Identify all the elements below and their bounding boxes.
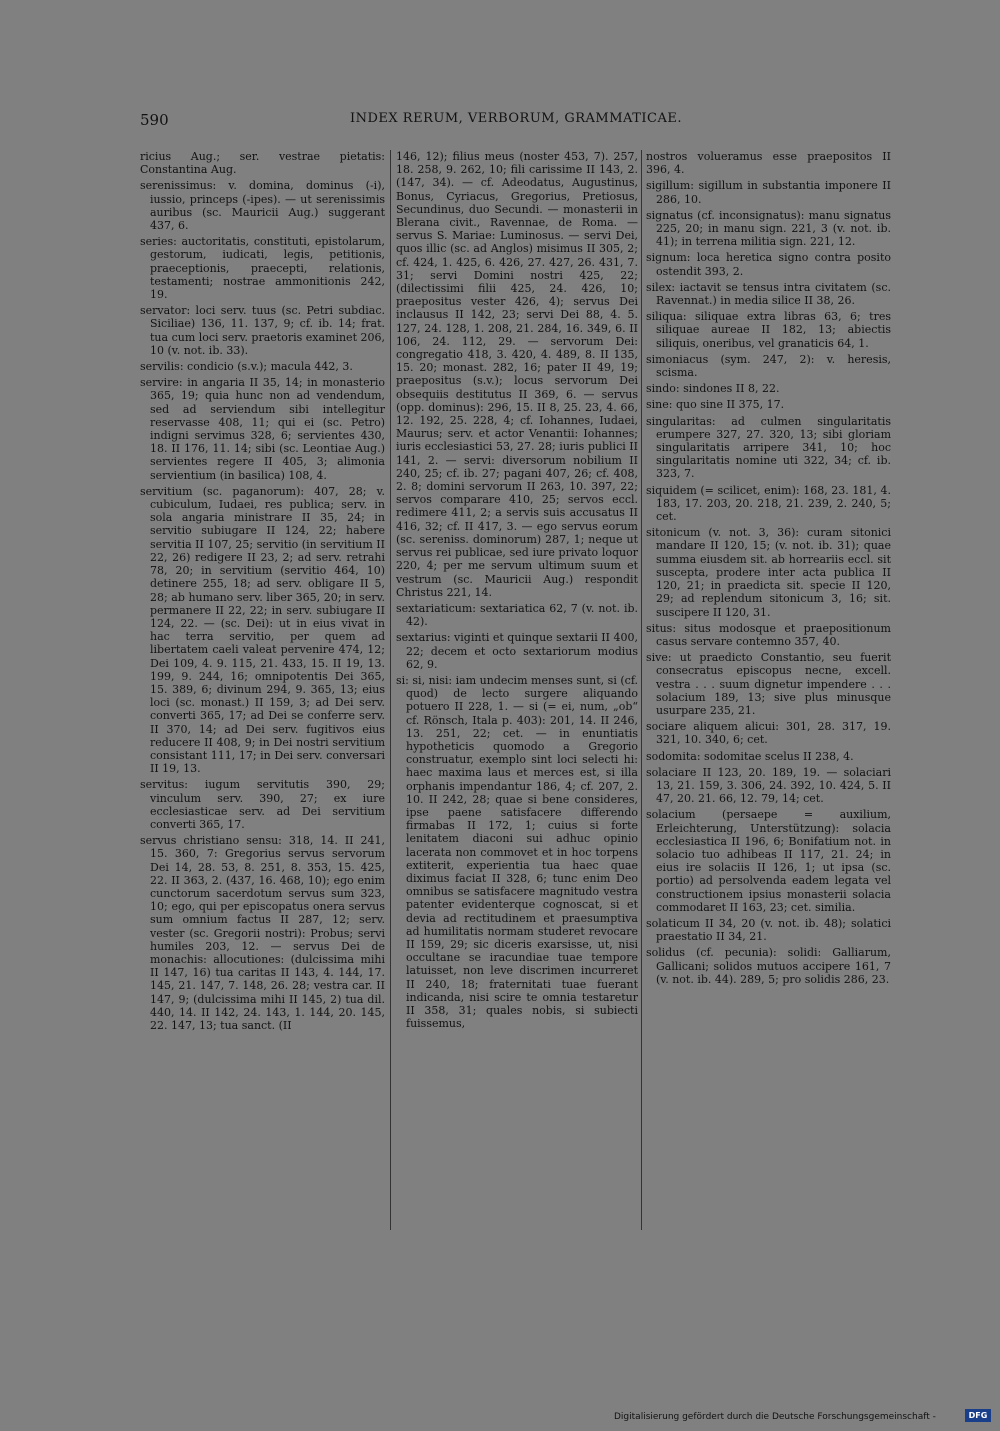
index-entry: sextarius: viginti et quinque sextarii II 400, 22; decem et octo sextariorum modius 62, 9.	[396, 631, 638, 671]
index-entry: 146, 12); filius meus (noster 453, 7). 257, 18. 258, 9. 262, 10; fili carissime II 143, 2. (147, 34). — cf. Adeodatus, Augustinus, Bonus, Cyriacus, Gregorius, Pretiosus, Secundinus, duo Secundi. — monasterii in Blerana civit., Ravennae, de Roma. — servus S. Mariae: Luminosus. — servi Dei, quos illic (sc. ad Anglos) misimus II 305, 2; cf. 424, 1. 425, 6. 426, 27. 427, 26. 431, 7. 31; servi Domini nostri 425, 22; (dilectissimi filii 425, 24. 426, 10; praepositus vester 426, 4); servus Dei inclausus II 142, 23; servi Dei 88, 4. 5. 127, 24. 128, 1. 208, 21. 284, 16. 349, 6. II 106, 24. 112, 29. — servorum Dei: congregatio 418, 3. 420, 4. 489, 8. II 135, 15. 20; monast. 282, 16; pater II 49, 19; praepositus (s.v.); locus servorum Dei obsequiis destitutus II 369, 6. — servus (opp. dominus): 296, 15. II 8, 25. 23, 4. 66, 12. 192, 25. 228, 4; cf. Iohannes, Iudaei, Maurus; serv. et actor Venantii: Iohannes; iuris ecclesiastici 53, 27. 28; iuris publici II 141, 2. — servi: diversorum nobilium II 240, 25; cf. ib. 27; pagani 407, 26; cf. 408, 2. 8; domini servorum II 263, 10. 397, 22; servos comparare 410, 25; servos eccl. redimere 411, 2; a servis suis accusatus II 416, 32; cf. II 417, 3. — ego servus eorum (sc. sereniss. dominorum) 287, 1; neque ut servus rei publicae, sed iure privato loquor 220, 4; per me servum ultimum suum et vestrum (sc. Mauricii Aug.) respondit Christus 221, 14.	[396, 150, 638, 599]
index-column-2	[396, 150, 638, 1033]
column-rule	[641, 150, 642, 1230]
index-entry: silex: iactavit se tensus intra civitatem (sc. Ravennat.) in media silice II 38, 26.	[646, 280, 891, 308]
index-entry: series: auctoritatis, constituti, epistolarum, gestorum, iudicati, legis, petitionis, praeceptionis, praecepti, relationis, testamenti; nostrae ammonitionis 242, 19.	[140, 235, 385, 302]
index-entry: sociare aliquem alicui: 301, 28. 317, 19. 321, 10. 340, 6; cet.	[646, 720, 891, 747]
index-entry: sine: quo sine II 375, 17.	[646, 398, 785, 412]
dfg-logo: DFG	[965, 1409, 991, 1422]
index-column-3	[646, 150, 891, 989]
index-entry: sigillum: sigillum in substantia imponere II 286, 10.	[646, 179, 891, 206]
index-entry: serenissimus: v. domina, dominus (-i), iussio, princeps (-ipes). — ut serenissimis auribus (sc. Mauricii Aug.) suggerant 437, 6.	[140, 179, 385, 233]
index-entry: solidus (cf. pecunia): solidi: Galliarum, Gallicani; solidos mutuos accipere 161, 7 (v. not. ib. 44). 289, 5; pro solidis 286, 23.	[646, 946, 891, 986]
index-entry: servire: in angaria II 35, 14; in monasterio 365, 19; quia hunc non ad vendendum, sed ad serviendum sibi intellegitur reservasse 408, 11; qui ei (sc. Petro) indigni servimus 328, 6; servientes 430, 18. II 176, 11. 14; sibi (sc. Leontiae Aug.) servientes regere II 405, 3; alimonia servientium (in basilica) 108, 4.	[140, 376, 385, 482]
index-entry: signum: loca heretica signo contra posito ostendit 393, 2.	[646, 251, 891, 278]
index-entry: simoniacus (sym. 247, 2): v. heresis, scisma.	[646, 352, 891, 380]
column-rule	[390, 150, 391, 1230]
page-header	[140, 111, 700, 131]
index-entry: servitus: iugum servitutis 390, 29; vinculum serv. 390, 27; ex iure ecclesiasticae serv. ad Dei servitium converti 365, 17.	[140, 778, 385, 831]
index-entry: siquidem (= scilicet, enim): 168, 23. 181, 4. 183, 17. 203, 20. 218, 21. 239, 2. 240, 5; cet.	[646, 483, 891, 524]
index-entry: solaticum II 34, 20 (v. not. ib. 48); solatici praestatio II 34, 21.	[646, 916, 891, 944]
footer-credit: Digitalisierung gefördert durch die Deutsche Forschungsgemeinschaft -	[614, 1412, 936, 1422]
index-entry: si: si, nisi: iam undecim menses sunt, si (cf. quod) de lecto surgere aliquando potuero II 228, 1. — si (= ei, num, „ob“ cf. Rönsch, Itala p. 403): 201, 14. II 246, 13. 251, 22; cet. — in enuntiatis hypotheticis quomodo a Gregorio construatur, exemplo sint loci selecti hi: haec maxima laus et merces est, si illa orphanis impendantur 186, 4; cf. 207, 2. 10. II 242, 28; quae si bene consideres, ipse paene satisfacere differendo firmabas II 172, 1; cuius si forte lenitatem diaconi sui adhuc opinio lacerata non commovet et in hoc torpens extiterit, experientia tua haec quae diximus faciat II 328, 6; tunc enim Deo omnibus se satisfacere magnitudo vestra patenter evidenterque cognoscat, si et devia ad rectitudinem et praesumptiva ad humilitatis normam studeret revocare II 159, 29; sic diceris exarsisse, ut, nisi occultane se iracundiae tuae tempore latuisset, non leve discrimen incurreret II 240, 18; fraternitati tuae fuerant indicanda, nisi scire te omnia testaretur II 358, 31; quales nobis, si subiecti fuissemus,	[396, 673, 638, 1031]
index-entry: sive: ut praedicto Constantio, seu fuerit consecratus episcopus necne, excell. vestra . . . suum dignetur impendere . . . solacium 189, 13; sive plus minusque usurpare 235, 21.	[646, 651, 891, 717]
index-entry: ricius Aug.; ser. vestrae pietatis: Constantina Aug.	[140, 150, 385, 177]
index-entry: solacium (persaepe = auxilium, Erleichterung, Unterstützung): solacia ecclesiastica II 196, 6; Bonifatium not. in solacio tuo adhibeas II 117, 21. 24; in eius ire solaciis II 126, 1; ut ipsa (sc. portio) ad persolvenda eadem legata vel constructionem ipsius monasterii solacia commodaret II 163, 23; cet. similia.	[646, 808, 891, 914]
index-entry: sindo: sindones II 8, 22.	[646, 382, 780, 396]
index-entry: singularitas: ad culmen singularitatis erumpere 327, 27. 320, 13; sibi gloriam singularitatis arripere 341, 10; hoc singularitatis nomine uti 322, 34; cf. ib. 323, 7.	[646, 414, 891, 481]
index-entry: servitium (sc. paganorum): 407, 28; v. cubiculum, Iudaei, res publica; serv. in sola angaria ministrare II 35, 24; in servitio subiugare II 124, 22; habere servitia II 107, 25; servitio (in servitium II 22, 26) redigere II 23, 2; ad serv. retrahi 78, 20; in servitium (servitio 464, 10) detinere 255, 18; ad serv. obligare II 5, 28; ab humano serv. liber 365, 20; in serv. permanere II 22, 22; in serv. subiugare II 124, 22. — (sc. Dei): ut in eius vivat in hac terra servitio, per quem ad libertatem caeli valeat pervenire 474, 12; Dei 109, 4. 9. 115, 21. 433, 15. II 19, 13. 199, 9. 244, 16; omnipotentis Dei 365, 15. 389, 6; divinum 294, 9. 365, 13; eius loci (sc. monast.) II 159, 3; ad Dei serv. converti 365, 17; ad Dei se conferre serv. II 370, 14; ad Dei serv. fugitivos eius reducere II 408, 9; in Dei nostri servitium consistant 111, 17; in Dei serv. conversari II 19, 13.	[140, 484, 385, 776]
index-entry: servus christiano sensu: 318, 14. II 241, 15. 360, 7: Gregorius servus servorum Dei 14, 28. 53, 8. 251, 8. 353, 15. 425, 22. II 363, 2. (437, 16. 468, 10); ego enim cunctorum sacerdotum servus sum 323, 10; ego, qui per episcopatus onera servus sum omnium factus II 287, 12; serv. vester (sc. Gregorii nostri): Probus; servi humiles 203, 12. — servus Dei de monachis: allocutiones: (dulcissima mihi II 147, 16) tua caritas II 143, 4. 144, 17. 145, 21. 147, 7. 148, 26. 28; vestra car. II 147, 9; (dulcissima mihi II 145, 2) tua dil. 440, 14. II 142, 24. 143, 1. 144, 20. 145, 22. 147, 13; tua sanct. (II	[140, 834, 385, 1032]
index-entry: sitonicum (v. not. 3, 36): curam sitonici mandare II 120, 15; (v. not. ib. 31); quae summa eiusdem sit. ab horreariis eccl. sit suscepta, prodere inter acta publica II 120, 21; in praedicta sit. specie II 120, 29; ad replendum sitonicum 3, 16; sit. suscipere II 120, 31.	[646, 526, 891, 619]
index-entry: servator: loci serv. tuus (sc. Petri subdiac. Siciliae) 136, 11. 137, 9; cf. ib. 14; frat. tua cum loci serv. praetoris examinet 206, 10 (v. not. ib. 33).	[140, 304, 385, 357]
index-entry: siliqua: siliquae extra libras 63, 6; tres siliquae aureae II 182, 13; abiectis siliquis, oneribus, vel granaticis 64, 1.	[646, 310, 891, 350]
index-entry: servilis: condicio (s.v.); macula 442, 3.	[140, 360, 353, 374]
index-entry: solaciare II 123, 20. 189, 19. — solaciari 13, 21. 159, 3. 306, 24. 392, 10. 424, 5. II 47, 20. 21. 66, 12. 79, 14; cet.	[646, 765, 891, 806]
index-entry: signatus (cf. inconsignatus): manu signatus 225, 20; in manu sign. 221, 3 (v. not. ib. 41); in terrena militia sign. 221, 12.	[646, 208, 891, 249]
index-entry: sextariaticum: sextariatica 62, 7 (v. not. ib. 42).	[396, 601, 638, 629]
running-title: INDEX RERUM, VERBORUM, GRAMMATICAE.	[350, 111, 682, 126]
index-entry: nostros volueramus esse praepositos II 396, 4.	[646, 150, 891, 177]
page-number: 590	[140, 111, 169, 129]
index-column-1	[140, 150, 385, 1035]
index-entry: situs: situs modosque et praepositionum casus servare contemno 357, 40.	[646, 621, 891, 648]
index-entry: sodomita: sodomitae scelus II 238, 4.	[646, 749, 854, 763]
